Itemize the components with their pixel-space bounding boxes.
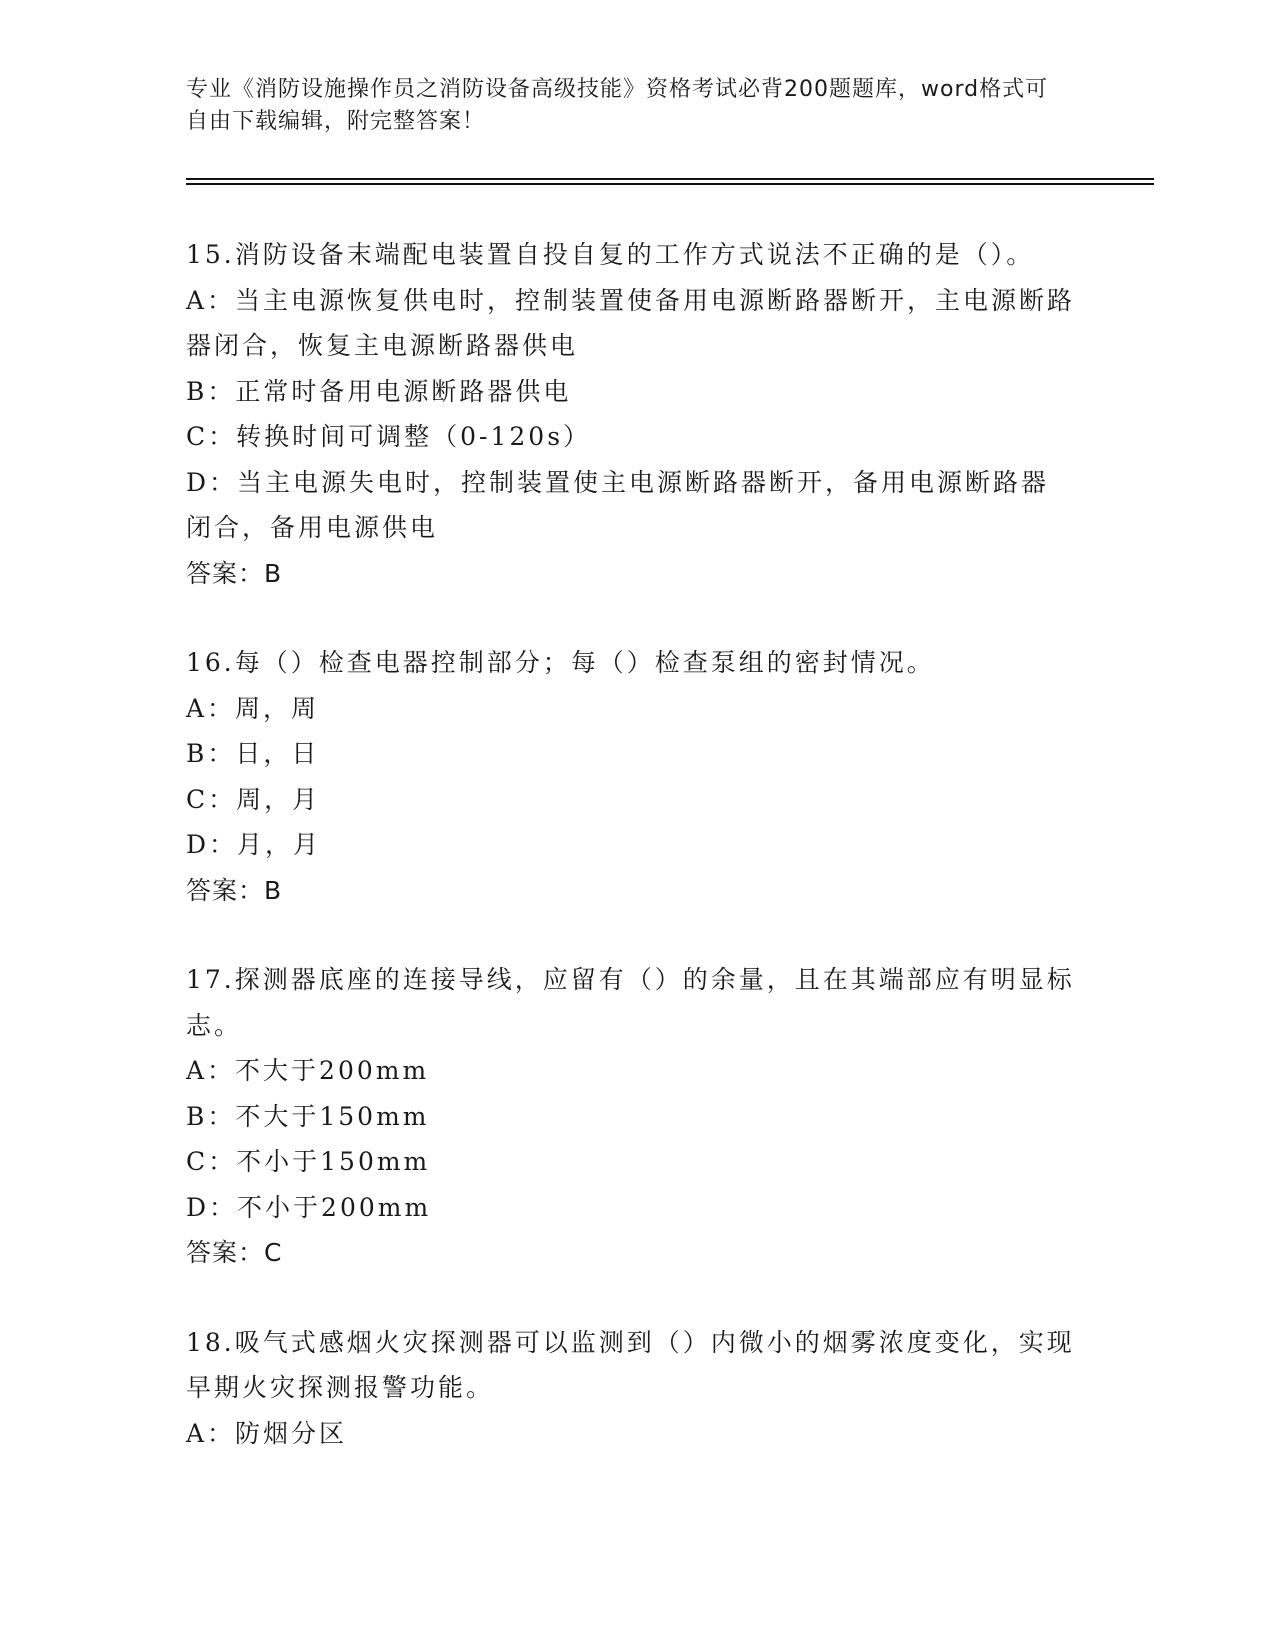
question-stem: 16.每（）检查电器控制部分；每（）检查泵组的密封情况。 bbox=[186, 648, 935, 677]
question-15 bbox=[186, 232, 1076, 596]
question-stem: 17.探测器底座的连接导线，应留有（）的余量，且在其端部应有明显标志。 bbox=[186, 965, 1075, 1040]
option-d: D：当主电源失电时，控制装置使主电源断路器断开，备用电源断路器闭合，备用电源供电 bbox=[186, 467, 1050, 542]
question-16 bbox=[186, 640, 1076, 913]
header-divider-bottom bbox=[186, 183, 1154, 185]
option-d: D：不小于200mm bbox=[186, 1192, 432, 1222]
question-list bbox=[186, 232, 1076, 1500]
answer-line: 答案：C bbox=[186, 1238, 283, 1267]
answer-line: 答案：B bbox=[186, 558, 283, 588]
option-d: D：月，月 bbox=[186, 830, 322, 859]
question-18 bbox=[186, 1320, 1076, 1457]
question-stem: 18.吸气式感烟火灾探测器可以监测到（）内微小的烟雾浓度变化，实现早期火灾探测报警功能。 bbox=[186, 1327, 1075, 1402]
option-b: B：正常时备用电源断路器供电 bbox=[186, 376, 572, 406]
option-a: A：防烟分区 bbox=[186, 1418, 348, 1448]
option-a: A：当主电源恢复供电时，控制装置使备用电源断路器断开，主电源断路器闭合，恢复主电源断路器供电 bbox=[186, 285, 1076, 360]
option-c: C：转换时间可调整（0-120s） bbox=[186, 422, 592, 451]
option-b: B：日，日 bbox=[186, 739, 320, 768]
question-17 bbox=[186, 957, 1076, 1276]
option-c: C：不小于150mm bbox=[186, 1147, 431, 1176]
option-a: A：不大于200mm bbox=[186, 1056, 430, 1085]
document-header: 专业《消防设施操作员之消防设备高级技能》资格考试必背200题题库，word格式可自由下载编辑，附完整答案！ bbox=[186, 77, 1049, 134]
option-a: A：周，周 bbox=[186, 693, 320, 723]
option-c: C：周，月 bbox=[186, 784, 321, 814]
option-b: B：不大于150mm bbox=[186, 1101, 430, 1131]
answer-line: 答案：B bbox=[186, 875, 283, 905]
header-divider-top bbox=[186, 178, 1154, 180]
question-stem: 15.消防设备末端配电装置自投自复的工作方式说法不正确的是（）。 bbox=[186, 240, 1035, 269]
